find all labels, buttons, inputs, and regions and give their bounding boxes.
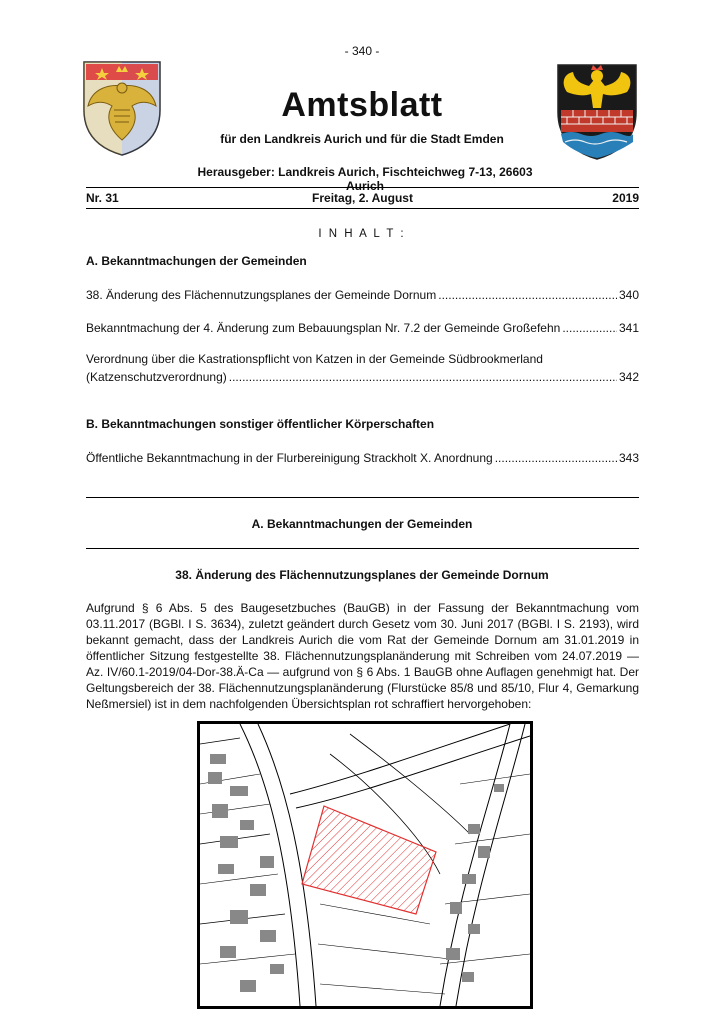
issue-date: Freitag, 2. August [312,191,413,205]
publisher-line: Herausgeber: Landkreis Aurich, Fischteichweg 7-13, 26603 Aurich [197,165,533,193]
toc-entry-title: Bekanntmachung der 4. Änderung zum Bebauungsplan Nr. 7.2 der Gemeinde Großefehn [86,321,561,335]
highlighted-area [302,806,436,914]
toc-dot-leader [438,286,617,304]
article-body: Aufgrund § 6 Abs. 5 des Baugesetzbuches (BauGB) in der Fassung der Bekanntmachung vom 03.11.2017 (BGBl. I S. 3634), zuletzt geändert durch Gesetz vom 30. Juni 2017 (BGBl. I S. 2193), wird bekannt gemacht, dass der Landkreis Aurich die vom Rat der Gemeinde Dornum am 31.01.2019 in öffentlicher Sitzung festgestellte 38. Flächennutzungsplanänderung mit Schreiben vom 24.07.2019 — Az. IV/60.1-2019/04-Dor-38.Ä-Ca — aufgrund von § 6 Abs. 1 BauGB ohne Auflagen genehmigt hat. Der Geltungsbereich der 38. Flächennutzungsplanänderung (Flurstücke 85/8 und 85/10, Flur 4, Gemarkung Neßmersiel) ist in dem nachfolgenden Übersichtsplan rot schraffiert hervorgehoben: [86,601,639,711]
toc-entry-page: 342 [618,370,639,384]
page-number: - 340 - [344,44,380,58]
toc-entry-page: 343 [618,451,639,465]
toc-dot-leader [229,368,617,386]
toc-entry-title: Öffentliche Bekanntmachung in der Flurbereinigung Strackholt X. Anordnung [86,451,493,465]
issue-year: 2019 [612,191,639,205]
toc-heading: I N H A L T : [318,228,406,240]
toc-entry[interactable] [86,286,639,304]
publication-title: Amtsblatt [281,86,443,124]
publication-subtitle: für den Landkreis Aurich und für die Stadt Emden [220,132,504,146]
toc-entry-page: 340 [618,288,639,302]
toc-section-a-heading: A. Bekanntmachungen der Gemeinden [86,254,307,268]
issue-number: Nr. 31 [86,191,119,205]
divider [86,548,639,549]
toc-dot-leader [495,449,617,467]
toc-dot-leader [562,319,617,337]
issue-bar [86,187,639,209]
toc-section-b-heading: B. Bekanntmachungen sonstiger öffentlicher Körperschaften [86,417,435,431]
toc-entry-title-line1: Verordnung über die Kastrationspflicht von Katzen in der Gemeinde Südbrookmerland [86,352,543,366]
toc-entry-title: (Katzenschutzverordnung) [86,370,227,384]
toc-entry[interactable] [86,350,639,386]
toc-entry-title: 38. Änderung des Flächennutzungsplanes der Gemeinde Dornum [86,288,437,302]
toc-entry-page: 341 [618,321,639,335]
site-overview-map [197,721,533,1009]
toc-entry[interactable] [86,319,639,337]
toc-entry[interactable] [86,449,639,467]
article-title: 38. Änderung des Flächennutzungsplanes der Gemeinde Dornum [175,568,549,582]
map-drawing [200,724,530,1006]
divider [86,497,639,498]
section-heading: A. Bekanntmachungen der Gemeinden [251,517,473,531]
